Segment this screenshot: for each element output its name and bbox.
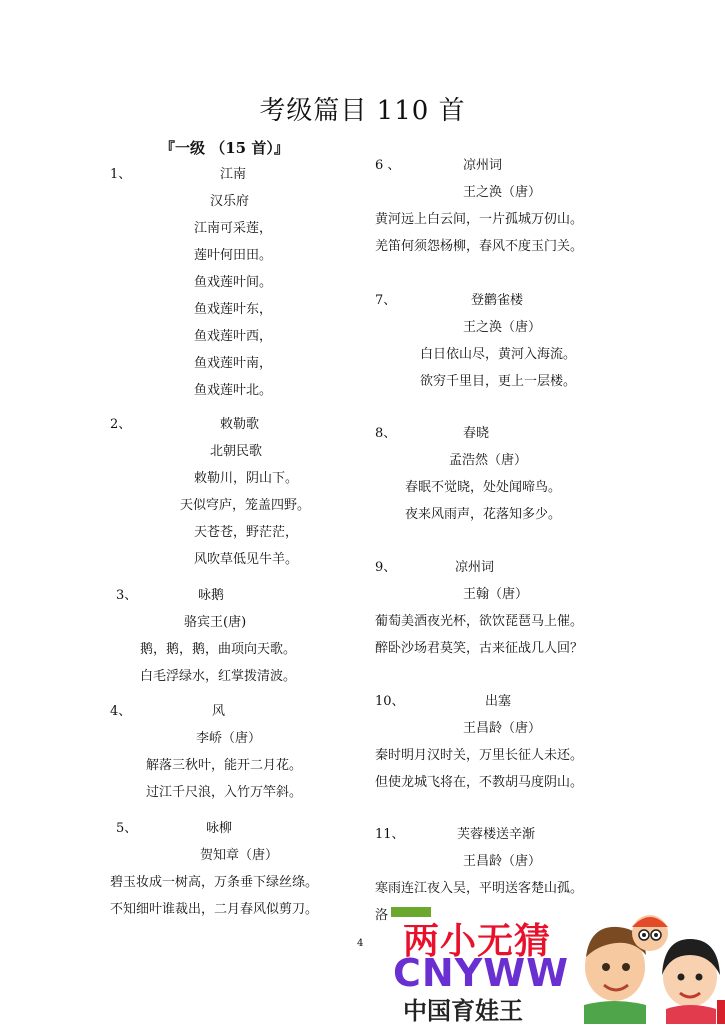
poem-8 [375, 420, 620, 528]
poem-number: 5、 [116, 821, 138, 836]
poem-title: 芙蓉楼送辛渐 [457, 827, 536, 842]
poem-line: 鱼戏莲叶南， [194, 356, 273, 371]
poem-7 [375, 287, 620, 395]
watermark-chinese-text: 两小无猜 [403, 921, 552, 962]
poem-number: 10、 [375, 694, 405, 709]
poem-author: 贺知章（唐） [200, 848, 279, 863]
poem-title: 春晓 [463, 426, 490, 441]
poem-author: 王昌龄（唐） [463, 854, 542, 869]
section-heading: 『一级 （15 首）』 [160, 139, 289, 157]
poem-title: 敕勒歌 [220, 417, 260, 432]
poem-title: 凉州词 [455, 560, 495, 575]
poem-author: 孟浩然（唐） [449, 453, 528, 468]
poem-number: 1、 [110, 167, 132, 182]
watermark-logo [385, 905, 725, 1024]
poem-author: 汉乐府 [210, 194, 250, 209]
poem-6 [375, 152, 620, 260]
poem-title: 出塞 [485, 694, 512, 709]
cartoon-kids-illustration [570, 905, 725, 1024]
poem-line: 黄河远上白云间，一片孤城万仞山。 [375, 212, 584, 227]
poem-title: 凉州词 [463, 158, 503, 173]
poem-9 [375, 554, 620, 662]
poem-number: 4、 [110, 704, 132, 719]
poem-line: 葡萄美酒夜光杯，欲饮琵琶马上催。 [375, 614, 584, 629]
poem-line: 羌笛何须怨杨柳，春风不度玉门关。 [375, 239, 584, 254]
poem-line: 过江千尺浪，入竹万竿斜。 [146, 785, 303, 800]
poem-number: 2、 [110, 417, 132, 432]
poem-2 [110, 411, 360, 573]
watermark-subtitle: 中国育娃王 [403, 997, 523, 1025]
poem-line: 鱼戏莲叶东， [194, 302, 273, 317]
poem-number: 7、 [375, 293, 397, 308]
poem-4 [110, 698, 360, 806]
poem-10 [375, 688, 620, 796]
poem-line: 鱼戏莲叶北。 [194, 383, 273, 398]
poem-3 [110, 582, 360, 690]
poem-line: 鹅，鹅，鹅，曲项向天歌。 [140, 642, 297, 657]
poem-author: 骆宾王(唐) [184, 615, 247, 630]
poem-line: 洛 [375, 908, 389, 923]
poem-title: 登鹳雀楼 [471, 293, 524, 308]
poem-line: 不知细叶谁裁出，二月春风似剪刀。 [110, 902, 319, 917]
poem-line: 夜来风雨声，花落知多少。 [405, 507, 562, 522]
poem-number: 11、 [375, 827, 405, 842]
poem-author: 北朝民歌 [210, 444, 263, 459]
poem-5 [110, 815, 360, 923]
poem-number: 6 、 [375, 158, 401, 173]
poem-line: 秦时明月汉时关，万里长征人未还。 [375, 748, 584, 763]
poem-line: 敕勒川，阴山下。 [194, 471, 299, 486]
poem-line: 鱼戏莲叶西， [194, 329, 273, 344]
poem-author: 王之涣（唐） [463, 320, 542, 335]
poem-author: 李峤（唐） [196, 731, 262, 746]
poem-title: 江南 [220, 167, 247, 182]
poem-line: 春眠不觉晓，处处闻啼鸟。 [405, 480, 562, 495]
poem-line: 寒雨连江夜入吴，平明送客楚山孤。 [375, 881, 584, 896]
poem-line: 鱼戏莲叶间。 [194, 275, 273, 290]
poem-line: 欲穷千里目，更上一层楼。 [420, 374, 577, 389]
poem-author: 王昌龄（唐） [463, 721, 542, 736]
page-number: 4 [357, 938, 364, 949]
poem-line: 天苍苍，野茫茫， [194, 525, 299, 540]
poem-number: 3、 [116, 588, 138, 603]
poem-title: 咏柳 [206, 821, 233, 836]
poem-line: 碧玉妆成一树高，万条垂下绿丝绦。 [110, 875, 319, 890]
poem-line: 白日依山尽，黄河入海流。 [420, 347, 577, 362]
poem-line: 江南可采莲， [194, 221, 273, 236]
poem-line: 白毛浮绿水，红掌拨清波。 [140, 669, 297, 684]
poem-line: 风吹草低见牛羊。 [194, 552, 299, 567]
poem-title: 咏鹅 [198, 588, 225, 603]
poem-title: 风 [212, 704, 226, 719]
poem-1 [110, 161, 360, 404]
page-title: 考级篇目 110 首 [259, 96, 466, 126]
poem-number: 9、 [375, 560, 397, 575]
poem-line: 莲叶何田田。 [194, 248, 273, 263]
poem-line: 但使龙城飞将在，不教胡马度阴山。 [375, 775, 584, 790]
poem-line: 解落三秋叶，能开二月花。 [146, 758, 303, 773]
poem-author: 王翰（唐） [463, 587, 529, 602]
poem-number: 8、 [375, 426, 397, 441]
poem-line: 醉卧沙场君莫笑，古来征战几人回？ [375, 641, 584, 656]
watermark-latin-text: CNYWW [393, 951, 570, 995]
poem-line: 天似穹庐，笼盖四野。 [180, 498, 311, 513]
poem-author: 王之涣（唐） [463, 185, 542, 200]
